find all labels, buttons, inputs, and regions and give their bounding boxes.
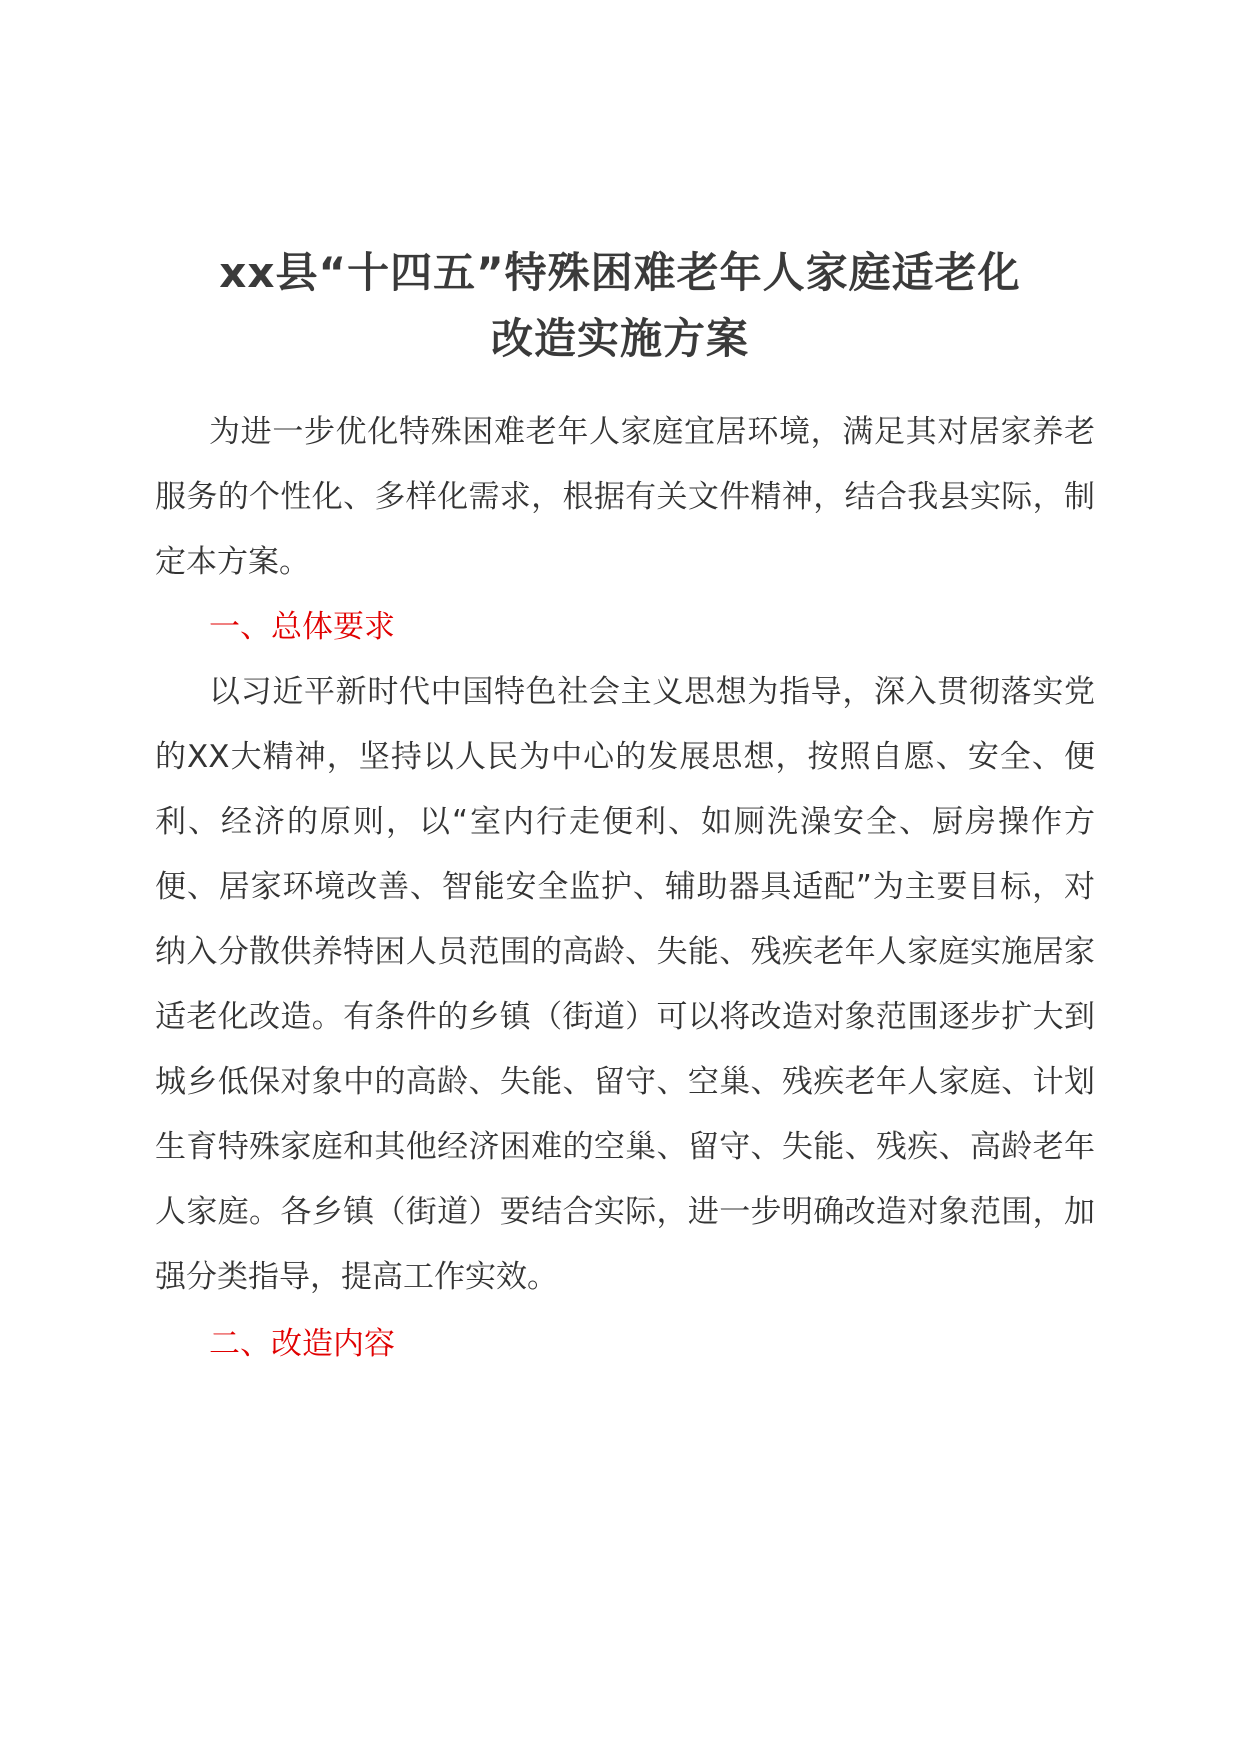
document-title-line-1: xx县“十四五”特殊困难老年人家庭适老化	[219, 248, 1021, 297]
document-title-line-2: 改造实施方案	[490, 314, 749, 363]
section-2-heading: 二、改造内容	[209, 1326, 395, 1362]
section-1-heading: 一、总体要求	[209, 609, 395, 645]
document-body	[155, 400, 1095, 1377]
intro-paragraph: 为进一步优化特殊困难老年人家庭宜居环境，满足其对居家养老服务的个性化、多样化需求，根据有关文件精神，结合我县实际，制定本方案。	[155, 414, 1095, 580]
section-1-paragraph: 以习近平新时代中国特色社会主义思想为指导，深入贯彻落实党的XX大精神，坚持以人民为中心的发展思想，按照自愿、安全、便利、经济的原则，以“室内行走便利、如厕洗澡安全、厨房操作方便、居家环境改善、智能安全监护、辅助器具适配”为主要目标，对纳入分散供养特困人员范围的高龄、失能、残疾老年人家庭实施居家适老化改造。有条件的乡镇（街道）可以将改造对象范围逐步扩大到城乡低保对象中的高龄、失能、留守、空巢、残疾老年人家庭、计划生育特殊家庭和其他经济困难的空巢、留守、失能、残疾、高龄老年人家庭。各乡镇（街道）要结合实际，进一步明确改造对象范围，加强分类指导，提高工作实效。	[155, 674, 1095, 1295]
